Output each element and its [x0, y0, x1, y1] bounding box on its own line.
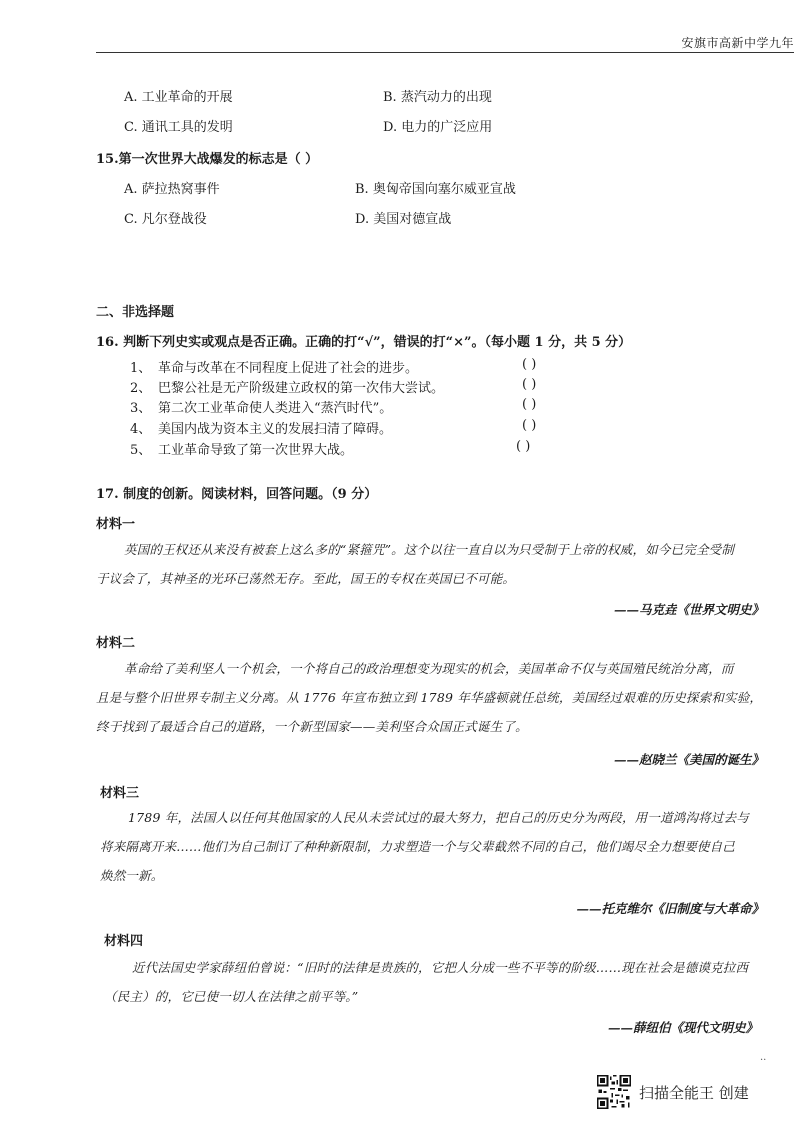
q16-item-number: 3、 — [130, 401, 152, 416]
q16-item-number: 2、 — [130, 381, 152, 396]
q15-option-c: C. 凡尔登战役 — [124, 212, 207, 227]
q16-answer-blank: ( ) — [522, 397, 537, 412]
q15-option-d: D. 美国对德宣战 — [355, 212, 452, 227]
material-line: 且是与整个旧世界专制主义分离。从 1776 年宣布独立到 1789 年华盛顿就任总统，美国经过艰难的历史探索和实验， — [96, 690, 763, 705]
material-title: 材料一 — [96, 517, 136, 532]
material-line: 终于找到了最适合自己的道路，一个新型国家——美利坚合众国正式诞生了。 — [96, 719, 528, 734]
q16-answer-blank: ( ) — [516, 439, 531, 454]
material-line: （民主）的，它已使一切人在法律之前平等。” — [104, 989, 359, 1004]
q16-stem: 16. 判断下列史实或观点是否正确。正确的打“√”，错误的打“×”。（每小题 1 分，共 5 分） — [96, 335, 632, 350]
material-body — [104, 953, 772, 1011]
q14-option-c: C. 通讯工具的发明 — [124, 120, 233, 135]
header-title: 安旗市高新中学九年 — [681, 36, 794, 50]
q16-item-number: 1、 — [130, 361, 152, 376]
q16-item-text: 巴黎公社是无产阶级建立政权的第一次伟大尝试。 — [158, 381, 445, 396]
page-mark: .. — [760, 1052, 767, 1063]
q15-option-a: A. 萨拉热窝事件 — [124, 182, 220, 197]
material-line: 将来隔离开来……他们为自己制订了种种新限制，力求塑造一个与父辈截然不同的自己，他们竭尽全力想要使自己 — [100, 839, 736, 854]
q16-item-text: 革命与改革在不同程度上促进了社会的进步。 — [158, 361, 419, 376]
q17-stem: 17. 制度的创新。阅读材料，回答问题。（9 分） — [96, 487, 378, 502]
q16-item-text: 工业革命导致了第一次世界大战。 — [158, 443, 354, 458]
material-line: 于议会了，其神圣的光环已荡然无存。至此，国王的专权在英国已不可能。 — [96, 571, 516, 586]
material-body — [96, 535, 772, 593]
section-title: 二、非选择题 — [96, 305, 175, 320]
q16-answer-blank: ( ) — [522, 357, 537, 372]
q16-answer-blank: ( ) — [522, 377, 537, 392]
q16-item-number: 5、 — [130, 443, 152, 458]
material-source: ——托克维尔《旧制度与大革命》 — [576, 901, 764, 916]
material-line: 英国的王权还从来没有被套上这么多的“紧箍咒”。这个以往一直自以为只受制于上帝的权威，如今已完全受制 — [124, 542, 735, 557]
material-body — [100, 803, 772, 890]
material-source: ——马克垚《世界文明史》 — [613, 602, 764, 617]
q16-item-number: 4、 — [130, 422, 152, 437]
q14-option-a: A. 工业革命的开展 — [124, 90, 233, 105]
q16-answer-blank: ( ) — [522, 418, 537, 433]
scanner-watermark — [597, 1075, 749, 1109]
q15-stem: 15.第一次世界大战爆发的标志是（ ） — [96, 152, 319, 167]
q15-option-b: B. 奥匈帝国向塞尔威亚宣战 — [355, 182, 516, 197]
material-line: 焕然一新。 — [100, 868, 164, 883]
material-source: ——薛纽伯《现代文明史》 — [607, 1020, 758, 1035]
qr-code-icon — [597, 1075, 631, 1109]
material-line: 革命给了美利坚人一个机会，一个将自己的政治理想变为现实的机会，美国革命不仅与英国殖民统治分离，而 — [124, 661, 734, 676]
material-title: 材料四 — [104, 934, 144, 949]
q16-item-text: 第二次工业革命使人类进入“蒸汽时代”。 — [158, 401, 393, 416]
watermark-text: 扫描全能王 创建 — [639, 1083, 749, 1102]
q14-option-b: B. 蒸汽动力的出现 — [383, 90, 492, 105]
material-source: ——赵晓兰《美国的诞生》 — [613, 752, 764, 767]
q14-option-d: D. 电力的广泛应用 — [383, 120, 493, 135]
material-line: 近代法国史学家薛纽伯曾说：“旧时的法律是贵族的，它把人分成一些不平等的阶级……现在社会是德谟克拉西 — [132, 960, 749, 975]
material-title: 材料三 — [100, 786, 140, 801]
q16-item-text: 美国内战为资本主义的发展扫清了障碍。 — [158, 422, 393, 437]
material-title: 材料二 — [96, 636, 136, 651]
material-line: 1789 年，法国人以任何其他国家的人民从未尝试过的最大努力，把自己的历史分为两段，用一道鸿沟将过去与 — [128, 810, 749, 825]
material-body — [96, 654, 772, 741]
header-rule — [96, 52, 794, 53]
